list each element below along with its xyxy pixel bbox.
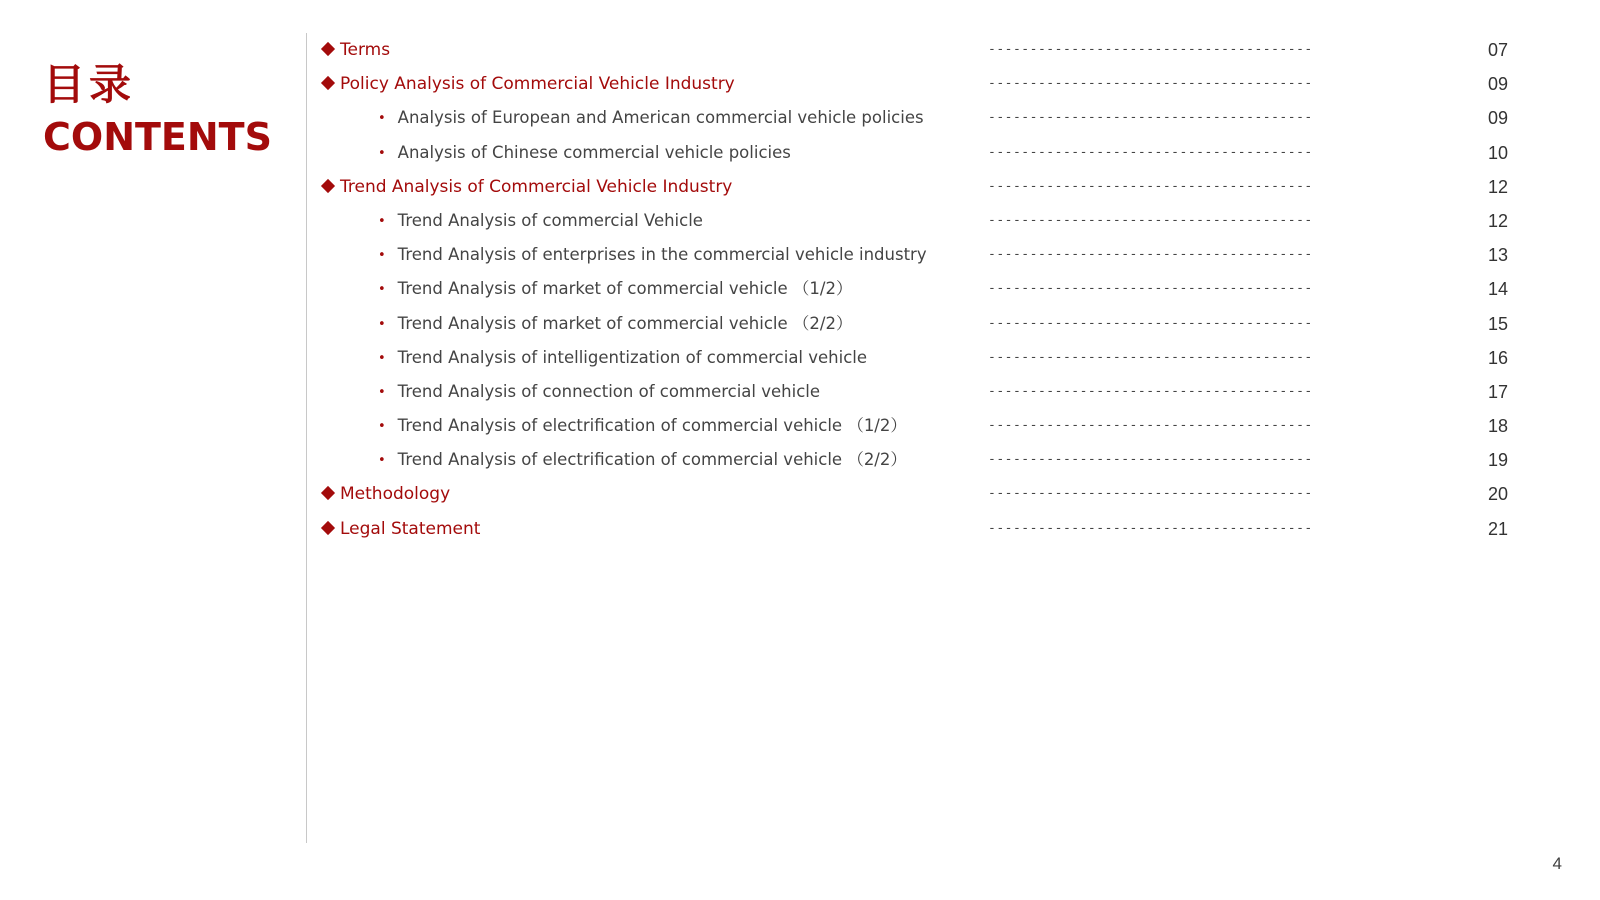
dotted-leader: ---------------------------------------: [988, 42, 1313, 57]
toc-subsection-row[interactable]: [0, 443, 1600, 477]
dotted-leader: ---------------------------------------: [988, 178, 1313, 194]
toc-entry-label: Policy Analysis of Commercial Vehicle Industry: [340, 74, 735, 95]
diamond-icon: [321, 179, 335, 193]
toc-page-number: 20: [1487, 484, 1508, 505]
toc-entry-label: Methodology: [340, 484, 451, 505]
title-english: CONTENTS: [43, 115, 272, 159]
toc-entry-label: Trend Analysis of Commercial Vehicle Industry: [340, 176, 733, 197]
diamond-icon: [321, 42, 335, 56]
bullet-icon: •: [378, 316, 386, 332]
toc-entry: [378, 443, 907, 478]
dotted-leader: ---------------------------------------: [988, 315, 1313, 331]
dotted-leader: ---------------------------------------: [988, 76, 1313, 92]
toc-entry: [378, 307, 852, 342]
toc-subsection-row[interactable]: [0, 409, 1600, 443]
dotted-leader: ---------------------------------------: [988, 349, 1313, 365]
dotted-leader: ---------------------------------------: [988, 452, 1313, 468]
toc-page-number: 07: [1487, 40, 1508, 60]
title-chinese: 目录: [43, 60, 136, 109]
toc-entry-label: Trend Analysis of electrification of commercial vehicle （1/2）: [397, 416, 907, 436]
toc-page-number: 17: [1487, 381, 1508, 402]
toc-subsection-row[interactable]: [0, 204, 1600, 238]
toc-entry: [378, 375, 820, 410]
dotted-leader: ---------------------------------------: [988, 418, 1313, 434]
toc-page-number: 09: [1487, 74, 1508, 95]
toc-section-row[interactable]: [0, 512, 1600, 546]
toc-page-number: 21: [1487, 518, 1508, 539]
dotted-leader: ---------------------------------------: [988, 281, 1313, 297]
bullet-icon: •: [378, 213, 386, 229]
toc-section-row[interactable]: [0, 33, 1600, 67]
bullet-icon: •: [378, 419, 386, 435]
table-of-contents: [0, 33, 1600, 546]
slide-number: 4: [1552, 854, 1562, 873]
toc-entry: [321, 170, 732, 204]
toc-page-number: 09: [1487, 108, 1508, 129]
toc-entry: [378, 238, 927, 273]
toc-subsection-row[interactable]: [0, 136, 1600, 170]
toc-entry-label: Legal Statement: [340, 518, 481, 539]
toc-subsection-row[interactable]: [0, 307, 1600, 341]
toc-page-number: 19: [1487, 450, 1508, 471]
bullet-icon: •: [378, 111, 386, 127]
toc-entry: [378, 409, 907, 444]
toc-page-number: 10: [1487, 142, 1508, 163]
toc-page-number: 14: [1487, 279, 1508, 300]
toc-subsection-row[interactable]: [0, 341, 1600, 375]
toc-page-number: 16: [1487, 347, 1508, 368]
diamond-icon: [321, 76, 335, 90]
diamond-icon: [321, 486, 335, 500]
toc-entry: [321, 477, 450, 511]
dotted-leader: ---------------------------------------: [988, 520, 1313, 536]
toc-page-number: 12: [1487, 176, 1508, 197]
toc-entry-label: Trend Analysis of enterprises in the commercial vehicle industry: [397, 245, 927, 265]
toc-page-number: 18: [1487, 416, 1508, 437]
toc-entry: [321, 67, 735, 101]
toc-entry: [321, 512, 480, 546]
bullet-icon: •: [378, 145, 386, 161]
toc-subsection-row[interactable]: [0, 375, 1600, 409]
dotted-leader: ---------------------------------------: [988, 144, 1313, 160]
bullet-icon: •: [378, 248, 386, 264]
bullet-icon: •: [378, 350, 386, 366]
toc-entry-label: Trend Analysis of connection of commercial vehicle: [397, 381, 821, 401]
dotted-leader: ---------------------------------------: [988, 212, 1313, 228]
dotted-leader: ---------------------------------------: [988, 383, 1313, 399]
toc-entry-label: Trend Analysis of intelligentization of commercial vehicle: [397, 347, 868, 367]
bullet-icon: •: [378, 384, 386, 400]
bullet-icon: •: [378, 453, 386, 469]
toc-page-number: 15: [1487, 313, 1508, 334]
toc-entry-label: Analysis of European and American commercial vehicle policies: [397, 108, 924, 128]
toc-entry-label: Trend Analysis of market of commercial vehicle （2/2）: [397, 313, 853, 333]
toc-entry: [378, 272, 852, 307]
toc-subsection-row[interactable]: [0, 238, 1600, 272]
toc-entry: [321, 33, 390, 67]
toc-entry: [378, 101, 924, 136]
dotted-leader: ---------------------------------------: [988, 110, 1313, 126]
toc-entry: [378, 204, 703, 239]
toc-entry-label: Terms: [340, 40, 391, 60]
toc-entry-label: Trend Analysis of market of commercial vehicle （1/2）: [397, 279, 853, 299]
toc-section-row[interactable]: [0, 67, 1600, 101]
toc-subsection-row[interactable]: [0, 101, 1600, 135]
dotted-leader: ---------------------------------------: [988, 486, 1313, 502]
toc-section-row[interactable]: [0, 170, 1600, 204]
toc-entry-label: Trend Analysis of electrification of commercial vehicle （2/2）: [397, 450, 907, 470]
toc-entry-label: Analysis of Chinese commercial vehicle policies: [397, 142, 791, 162]
toc-entry-label: Trend Analysis of commercial Vehicle: [397, 210, 703, 230]
toc-entry: [378, 136, 791, 171]
diamond-icon: [321, 521, 335, 535]
dotted-leader: ---------------------------------------: [988, 247, 1313, 263]
toc-section-row[interactable]: [0, 477, 1600, 511]
toc-page-number: 12: [1487, 210, 1508, 231]
toc-subsection-row[interactable]: [0, 272, 1600, 306]
toc-entry: [378, 341, 867, 376]
toc-page-number: 13: [1487, 245, 1508, 266]
bullet-icon: •: [378, 282, 386, 298]
